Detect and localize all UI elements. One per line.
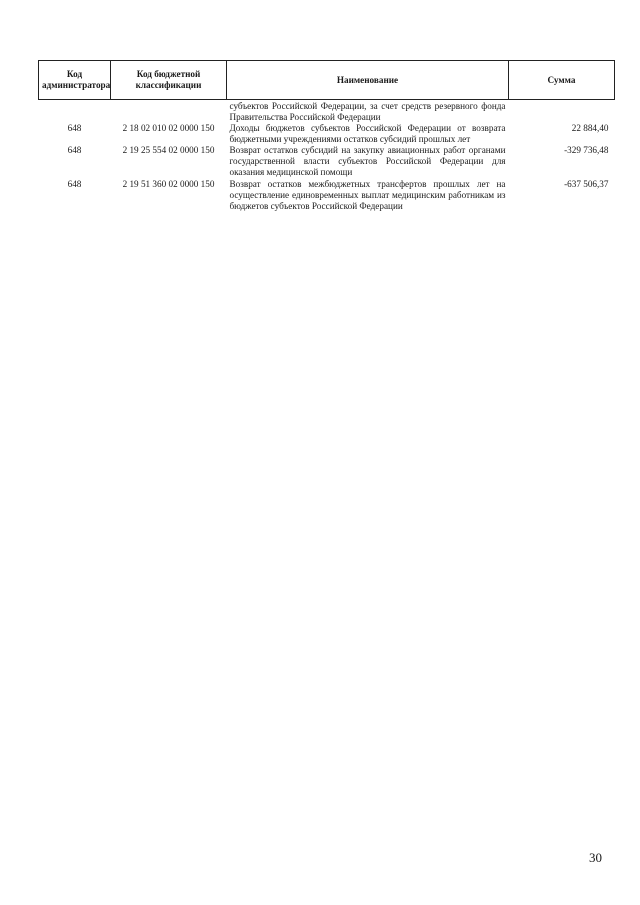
table-header-row	[39, 61, 615, 100]
header-name: Наименование	[227, 61, 509, 100]
cell-sum: 22 884,40	[571, 122, 609, 133]
cell-code: 2 19 25 554 02 0000 150	[122, 145, 215, 156]
table-row	[39, 123, 615, 146]
header-budget-code: Код бюджетной классификации	[111, 61, 227, 100]
cell-name: Возврат остатков межбюджетных трансфертов прошлых лет на осуществление единовременных выплат медицинским работникам из бюджетов субъектов Российской Федерации	[229, 179, 506, 211]
cell-code: 2 19 51 360 02 0000 150	[122, 179, 215, 190]
cell-sum	[509, 100, 615, 123]
table-row-continuation	[39, 100, 615, 123]
cell-code	[111, 100, 227, 123]
cell-code: 2 18 02 010 02 0000 150	[122, 122, 215, 133]
cell-sum: -637 506,37	[564, 179, 609, 190]
cell-admin	[39, 100, 111, 123]
cell-admin: 648	[67, 145, 82, 156]
budget-income-table	[38, 60, 615, 213]
cell-name: субъектов Российской Федерации, за счет средств резервного фонда Правительства Российской Федерации	[229, 101, 506, 122]
cell-name: Доходы бюджетов субъектов Российской Федерации от возврата бюджетными учреждениями остатков субсидий прошлых лет	[229, 122, 506, 144]
header-admin-code: Код администратора	[39, 61, 111, 100]
cell-sum: -329 736,48	[564, 145, 609, 156]
cell-admin: 648	[67, 179, 82, 190]
cell-name: Возврат остатков субсидий на закупку авиационных работ органами государственной власти субъектов Российской Федерации для оказания медицинской помощи	[229, 145, 506, 178]
cell-admin: 648	[67, 122, 82, 133]
page-number: 30	[589, 850, 602, 865]
header-sum: Сумма	[509, 61, 615, 100]
table-row	[39, 179, 615, 213]
table-row	[39, 145, 615, 179]
